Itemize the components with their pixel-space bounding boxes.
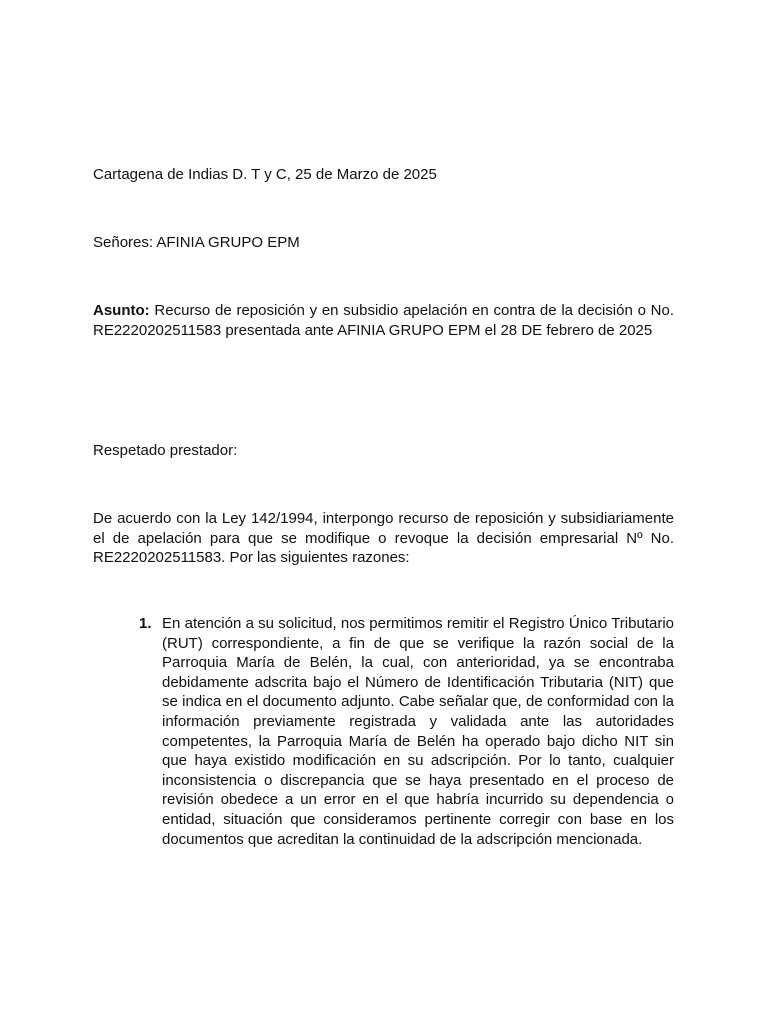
- intro-paragraph: De acuerdo con la Ley 142/1994, interpongo recurso de reposición y subsidiariamente el de apelación para que se modifique o revoque la decisión empresarial Nº No. RE2220202511583. Por las siguientes razones:: [93, 510, 674, 567]
- subject-label: Asunto:: [93, 302, 150, 319]
- greeting-line: Respetado prestador:: [93, 442, 238, 459]
- reason-number: 1.: [139, 615, 152, 632]
- place-date-line: Cartagena de Indias D. T y C, 25 de Marzo de 2025: [93, 166, 437, 183]
- subject-text: Recurso de reposición y en subsidio apelación en contra de la decisión o No. RE2220202511583 presentada ante AFINIA GRUPO EPM el 28 DE febrero de 2025: [93, 302, 675, 339]
- subject-paragraph: [93, 301, 674, 340]
- reason-item: [93, 614, 674, 849]
- recipient-line: Señores: AFINIA GRUPO EPM: [93, 234, 300, 251]
- reason-text: En atención a su solicitud, nos permitimos remitir el Registro Único Tributario (RUT) correspondiente, a fin de que se verifique la razón social de la Parroquia María de Belén, la cual, con anterioridad, ya se encontraba debidamente adscrita bajo el Número de Identificación Tributaria (NIT) que se indica en el documento adjunto. Cabe señalar que, de conformidad con la información previamente registrada y validada ante las autoridades competentes, la Parroquia María de Belén ha operado bajo dicho NIT sin que haya existido modificación en su adscripción. Por lo tanto, cualquier inconsistencia o discrepancia que se haya presentado en el proceso de revisión obedece a un error en el que habría incurrido su dependencia o entidad, situación que consideramos pertinente corregir con base en los documentos que acreditan la continuidad de la adscripción mencionada.: [162, 615, 674, 848]
- reasons-list: [93, 614, 674, 849]
